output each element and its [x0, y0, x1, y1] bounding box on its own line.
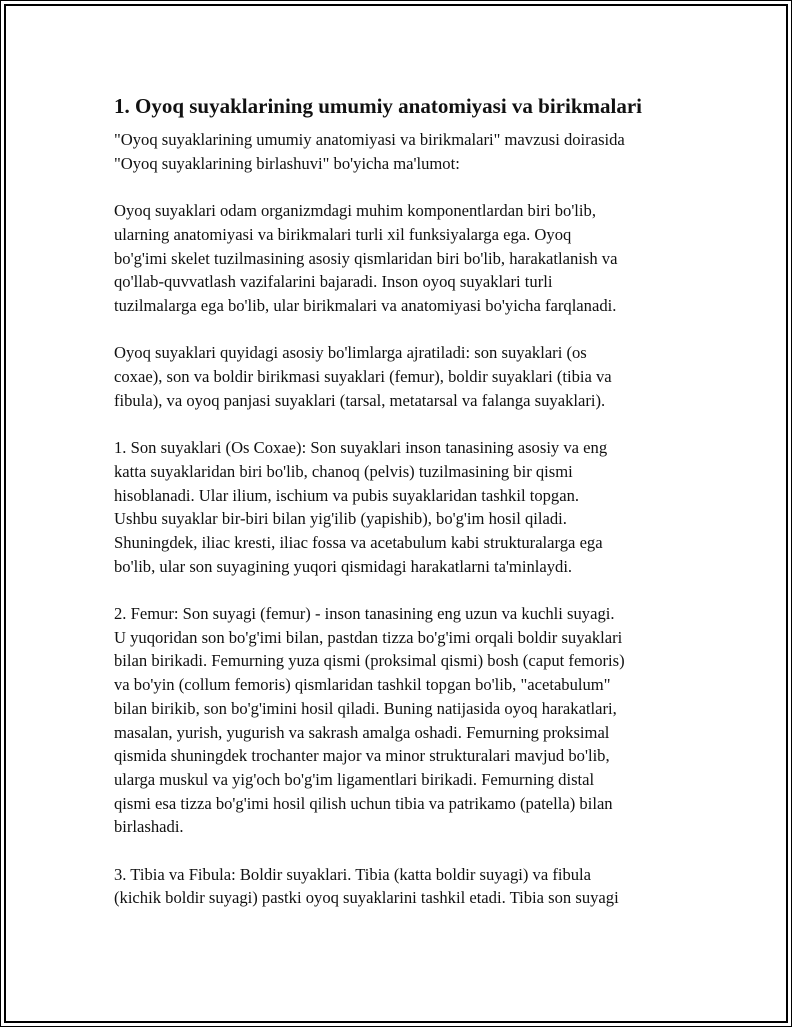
- text-line: katta suyaklaridan biri bo'lib, chanoq (pelvis) tuzilmasining bir qismi: [114, 461, 573, 481]
- text-line: bilan birikadi. Femurning yuza qismi (proksimal qismi) bosh (caput femoris): [114, 651, 625, 671]
- text-line: Oyoq suyaklari odam organizmdagi muhim komponentlardan biri bo'lib,: [114, 201, 596, 221]
- text-line: 1. Son suyaklari (Os Coxae): Son suyaklari inson tanasining asosiy va eng: [114, 438, 608, 458]
- paragraph-sections: [114, 341, 680, 412]
- text-line: birlashadi.: [114, 817, 184, 837]
- text-line: "Oyoq suyaklarining birlashuvi" bo'yicha ma'lumot:: [114, 153, 460, 173]
- text-line: "Oyoq suyaklarining umumiy anatomiyasi va birikmalari" mavzusi doirasida: [114, 130, 625, 149]
- text-line: 2. Femur: Son suyagi (femur) - inson tanasining eng uzun va kuchli suyagi.: [114, 604, 615, 623]
- paragraph-os-coxae: [114, 436, 680, 578]
- document-body: [114, 92, 680, 934]
- text-line: qo'llab-quvvatlash vazifalarini bajaradi. Inson oyoq suyaklari turli: [114, 272, 553, 292]
- text-line: bilan birikib, son bo'g'imini hosil qiladi. Buning natijasida oyoq harakatlari,: [114, 698, 617, 718]
- paragraph-femur: [114, 602, 680, 839]
- text-line: fibula), va oyoq panjasi suyaklari (tarsal, metatarsal va falanga suyaklari).: [114, 390, 606, 410]
- text-line: coxae), son va boldir birikmasi suyaklari (femur), boldir suyaklari (tibia va: [114, 367, 612, 386]
- paragraph-intro: [114, 128, 680, 175]
- text-line: ularga muskul va yig'och bo'g'im ligamentlari birikadi. Femurning distal: [114, 769, 595, 789]
- text-line: Shuningdek, iliac kresti, iliac fossa va acetabulum kabi strukturalarga ega: [114, 532, 603, 552]
- text-line: va bo'yin (collum femoris) qismlaridan tashkil topgan bo'lib, "acetabulum": [114, 675, 611, 695]
- text-line: hisoblanadi. Ular ilium, ischium va pubis suyaklaridan tashkil topgan.: [114, 485, 580, 505]
- text-line: qismida shuningdek trochanter major va minor strukturalari mavjud bo'lib,: [114, 746, 610, 766]
- text-line: (kichik boldir suyagi) pastki oyoq suyaklarini tashkil etadi. Tibia son suyagi: [114, 888, 619, 908]
- text-line: ularning anatomiyasi va birikmalari turli xil funksiyalarga ega. Oyoq: [114, 224, 572, 244]
- text-line: Oyoq suyaklari quyidagi asosiy bo'limlarga ajratiladi: son suyaklari (os: [114, 343, 587, 363]
- text-line: masalan, yurish, yugurish va sakrash amalga oshadi. Femurning proksimal: [114, 722, 610, 742]
- text-line: tuzilmalarga ega bo'lib, ular birikmalari va anatomiyasi bo'yicha farqlanadi.: [114, 295, 617, 315]
- text-line: bo'lib, ular son suyagining yuqori qismidagi harakatlarni ta'minlaydi.: [114, 556, 573, 576]
- text-line: U yuqoridan son bo'g'imi bilan, pastdan tizza bo'g'imi orqali boldir suyaklari: [114, 627, 623, 647]
- paragraph-overview: [114, 199, 680, 318]
- text-line: 3. Tibia va Fibula: Boldir suyaklari. Tibia (katta boldir suyagi) va fibula: [114, 864, 592, 884]
- text-line: Ushbu suyaklar bir-biri bilan yig'ilib (yapishib), bo'g'im hosil qiladi.: [114, 509, 567, 529]
- text-line: qismi esa tizza bo'g'imi hosil qilish uchun tibia va patrikamo (patella) bilan: [114, 793, 613, 813]
- paragraph-tibia-fibula: [114, 863, 680, 910]
- document-heading: 1. Oyoq suyaklarining umumiy anatomiyasi va birikmalari: [114, 94, 642, 118]
- text-line: bo'g'imi skelet tuzilmasining asosiy qismlaridan biri bo'lib, harakatlanish va: [114, 248, 618, 268]
